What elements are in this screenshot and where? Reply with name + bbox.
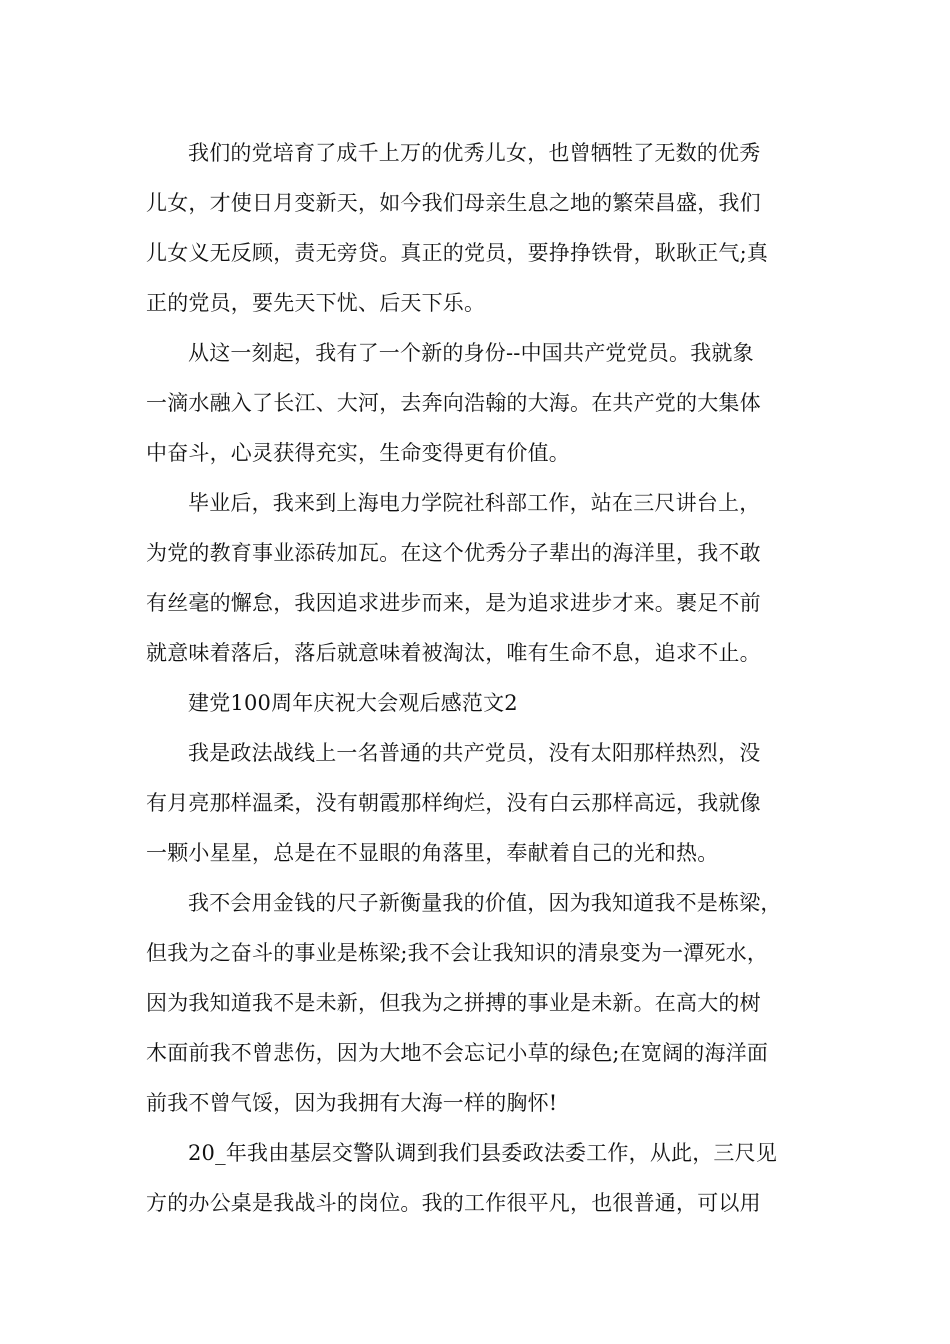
text-line: 一颗小星星，总是在不显眼的角落里，奉献着自己的光和热。 [146, 841, 719, 865]
text-line: 前我不曾气馁，因为我拥有大海一样的胸怀! [146, 1091, 558, 1115]
text-line: 为党的教育事业添砖加瓦。在这个优秀分子辈出的海洋里，我不敢 [146, 541, 761, 565]
text-line: 毕业后，我来到上海电力学院社科部工作，站在三尺讲台上， [188, 491, 761, 515]
text-line: 儿女义无反顾，责无旁贷。真正的党员，要挣挣铁骨，耿耿正气;真 [146, 241, 769, 265]
paragraph-4 [146, 728, 826, 878]
text-line: 正的党员，要先天下忧、后天下乐。 [146, 291, 486, 315]
text-line: 就意味着落后，落后就意味着被淘汰，唯有生命不息，追求不止。 [146, 641, 761, 665]
text-line: 从这一刻起，我有了一个新的身份--中国共产党党员。我就象 [188, 341, 754, 365]
heading-text: 建党100周年庆祝大会观后感范文2 [188, 691, 518, 715]
text-line: 一滴水融入了长江、大河，去奔向浩翰的大海。在共产党的大集体 [146, 391, 761, 415]
text-line: 我是政法战线上一名普通的共产党员，没有太阳那样热烈，没 [188, 741, 761, 765]
paragraph-5 [146, 878, 826, 1128]
paragraph-3 [146, 478, 826, 678]
text-line: 有月亮那样温柔，没有朝霞那样绚烂，没有白云那样高远，我就像 [146, 791, 761, 815]
paragraph-6 [146, 1128, 826, 1228]
text-line: 但我为之奋斗的事业是栋梁;我不会让我知识的清泉变为一潭死水， [146, 941, 769, 965]
text-line: 我不会用金钱的尺子新衡量我的价值，因为我知道我不是栋梁， [188, 891, 782, 915]
text-line: 儿女，才使日月变新天，如今我们母亲生息之地的繁荣昌盛，我们 [146, 191, 761, 215]
text-line: 因为我知道我不是未新，但我为之拼搏的事业是未新。在高大的树 [146, 991, 761, 1015]
paragraph-2 [146, 328, 826, 478]
paragraph-1 [146, 128, 826, 328]
text-line: 中奋斗，心灵获得充实，生命变得更有价值。 [146, 441, 570, 465]
section-heading [146, 678, 826, 728]
text-line: 木面前我不曾悲伤，因为大地不会忘记小草的绿色;在宽阔的海洋面 [146, 1041, 769, 1065]
text-line: 我们的党培育了成千上万的优秀儿女，也曾牺牲了无数的优秀 [188, 141, 761, 165]
text-line: 有丝毫的懈怠，我因追求进步而来，是为追求进步才来。裹足不前 [146, 591, 761, 615]
text-line: 方的办公桌是我战斗的岗位。我的工作很平凡，也很普通，可以用 [146, 1191, 761, 1215]
text-line: 20_年我由基层交警队调到我们县委政法委工作，从此，三尺见 [188, 1141, 778, 1165]
document-body [146, 128, 826, 1228]
